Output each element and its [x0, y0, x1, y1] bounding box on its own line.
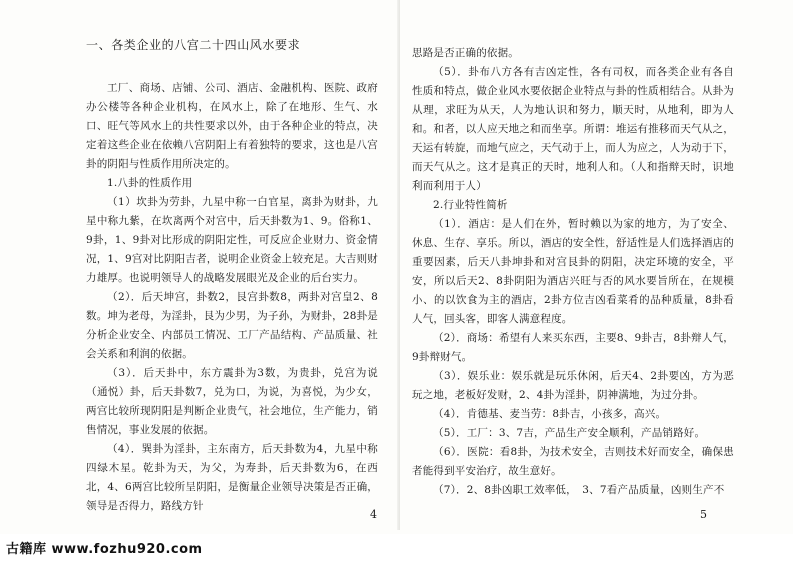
paragraph: （3）．娱乐业：娱乐就是玩乐休闲，后天4、2卦要凶，方为恶玩之地，老板好发财，2、4卦为淫卦，阴神满地，为过分卦。	[412, 370, 734, 401]
paragraph: （4）．巽卦为淫卦，主东南方，后天卦数为4，九星中称四绿木星。乾卦为天，为父，为寿卦，后天卦数为6，在西北，4、6两宫比较所呈阴阳，是衡量企业领导决策是否正确，领导是否得力，路线方针	[86, 443, 378, 512]
site-watermark: 古籍库 www.fozhu920.com	[6, 542, 203, 557]
paragraph: （1）坎卦为劳卦，九星中称一白官星，离卦为财卦，九星中称九紫，在坎离两个对宫中，后天卦数为1、9。俗称1、9卦，1、9卦对比形成的阴阳定性，可反应企业财力、资金情况，1、9宫对比阴阳吉者，说明企业资金上较充足。大吉则财力雄厚。也说明领导人的战略发展眼光及企业的后台实力。	[86, 196, 378, 284]
paragraph: （6）．医院：看8卦，为技术安全，吉则技术好而安全，确保患者能得到平安治疗，故生意好。	[412, 446, 734, 477]
section-title: 一、各类企业的八宫二十四山风水要求	[86, 38, 301, 52]
paragraph: （5）．卦布八方各有吉凶定性，各有司权，而各类企业有各自性质和特点，做企业风水要依据企业特点与卦的性质相结合。从卦为从理，求旺为从天，人为地认识和努力，顺天时，从地利，即为人和。和者，以人应天地之和而坐享。所谓：堆运有推移而天气从之，天运有转旋，而地气应之，天气动于上，而人为应之，人为动于下，而天气从之。这才是真正的天时，地利人和。（人和指辩天时，识地利而利用于人）	[412, 66, 734, 192]
page-number: 4	[370, 508, 377, 521]
paragraph: （1）．酒店：是人们在外，暂时赖以为家的地方，为了安全、休息、生存、享乐。所以，酒店的安全性，舒适性是人们选择酒店的重要因素，后天八卦坤卦和对宫艮卦的阴阳，决定环境的安全，平安，所以后天2、8卦阴阳为酒店兴旺与否的风水要旨所在，在规模小、的以饮食为主的酒店，2卦方位吉凶看菜肴的品种质量，8卦看人气，回头客，即客人满意程度。	[412, 218, 734, 325]
subheading: 1.八卦的性质作用	[107, 177, 193, 189]
right-text-column	[412, 44, 734, 500]
paragraph: 工厂、商场、店铺、公司、酒店、金融机构、医院、政府办公楼等各种企业机构，在风水上，除了在地形、生气、水口、旺气等风水上的共性要求以外，由于各种企业的特点，决定着这些企业在依赖八宫阴阳上有着独特的要求，这也是八宫卦的阴阳与性质作用所决定的。	[86, 82, 378, 170]
paragraph: （3）．后天卦中，东方震卦为3数，为贵卦，兑宫为说（通悦）卦，后天卦数7，兑为口，为说，为喜悦，为少女，两宫比较所现阴阳是判断企业贵气，社会地位，生产能力，销售情况，事业发展的依据。	[86, 367, 378, 436]
page-number: 5	[700, 508, 707, 521]
paragraph: （5）．工厂：3、7吉，产品生产安全顺利，产品销路好。	[433, 427, 706, 439]
left-text-column	[86, 36, 378, 516]
subheading: 2.行业特性简析	[433, 199, 508, 211]
paragraph: （7）．2、8卦凶职工效率低， 3、7看产品质量，凶则生产不	[433, 484, 725, 496]
paragraph: 思路是否正确的依据。	[412, 47, 519, 59]
right-page	[400, 0, 793, 561]
paragraph: （4）．肯德基、麦当劳：8卦吉，小孩多，高兴。	[433, 408, 667, 420]
footer-bar	[0, 534, 793, 561]
paragraph: （2）．商场：希望有人来买东西，主要8、9卦吉，8卦辩人气，9卦辩财气。	[412, 332, 734, 363]
paragraph: （2）．后天坤宫，卦数2，艮宫卦数8，两卦对宫皇2、8数。坤为老母，为淫卦，艮为少男，为子孙，为财卦，28卦是分析企业安全、内部员工情况、工厂产品结构、产品质量、社会关系和利润的依据。	[86, 291, 378, 360]
